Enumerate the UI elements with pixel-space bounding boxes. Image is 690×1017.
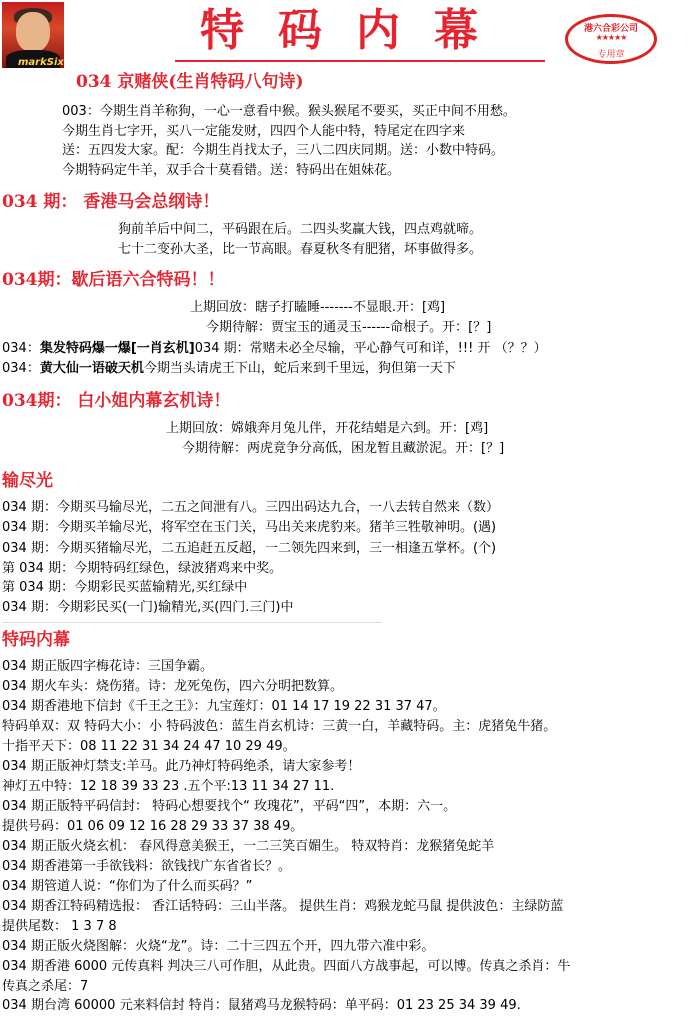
text-line: 034 期正版特平码信封： 特码心想要找个“ 玫瑰花”，平码“四”，本期：六一。 (2, 799, 457, 814)
text-line: 034 期台湾 60000 元来料信封 特肖：鼠猪鸡马龙猴特码：单平码：01 23 25 34 39 49. (2, 998, 521, 1013)
line-prefix: 034： (2, 341, 40, 356)
text-line: 034 期香港第一手欲钱料：欲钱找广东省省长？。 (2, 859, 291, 874)
photo-face (16, 12, 50, 52)
line-prefix: 034： (2, 361, 40, 376)
text-line: 034 期香港 6000 元传真料 判决三八可作胆，从此贵。四面八方战事起，可以博。传真之杀肖：牛 (2, 959, 571, 974)
section-title-jingduxia: 034 京赌侠(生肖特码八句诗) (76, 72, 304, 92)
text-line: 今期待解：贾宝玉的通灵玉------命根子。开：[？] (206, 320, 492, 335)
avatar-photo (2, 2, 64, 68)
section-title-xiehouyu: 034期：歇后语六合特码！！ (2, 270, 225, 290)
line-bold: 集发特码爆一爆[一肖玄机] (39, 341, 195, 356)
text-line: 提供尾数： 1 3 7 8 (2, 919, 117, 934)
text-line: 034 期管道人说：“你们为了什么而买码？” (2, 879, 253, 894)
text-line: 034 期：今期买马输尽光，二五之间泄有八。三四出码达九合，一八去转自然来（数） (2, 500, 499, 515)
section-title-shujinguang: 输尽光 (2, 471, 53, 491)
text-line: 上期回放：嫦娥奔月兔儿伴，开花结蜡是六到。开：[鸡] (166, 421, 489, 436)
text-line: 034 期：今期彩民买(一门)输精光,买(四门.三门)中 (2, 600, 294, 615)
text-line: 第 034 期：今期特码红绿色，绿波猪鸡来中奖。 (2, 561, 283, 576)
text-line: 第 034 期：今期彩民买蓝输精光,买红绿中 (2, 580, 248, 595)
text-line: 今期待解：两虎竟争分高低，困龙暂且藏淤泥。开：[？] (182, 441, 505, 456)
text-line: 十指平天下：08 11 22 31 34 24 47 10 29 49。 (2, 739, 296, 754)
photo-logo: markSix (18, 57, 64, 68)
line-rest: 034 期：常赌未必全尽输，平心静气可和详，!!! 开 （？？） (194, 341, 547, 356)
text-line: 034 期正版神灯禁支:羊马。此乃神灯特码绝杀，请大家参考！ (2, 759, 361, 774)
text-line: 034 期火车头：烧伤猪。诗：龙死兔伤，四六分明把数算。 (2, 679, 343, 694)
seal-line3: 专用章 (597, 50, 625, 60)
text-line: 今期生肖七字开，买八一定能发财，四四个人能中特，特尾定在四字来 (62, 124, 466, 139)
section-title-baixiaojie: 034期： 白小姐内幕玄机诗！ (2, 391, 231, 411)
page-title: 特码内幕 (200, 5, 512, 56)
seal-stars: ★★★★★ (595, 33, 627, 42)
text-line: 上期回放：瞎子打瞌睡-------不显眼.开：[鸡] (190, 300, 446, 315)
text-line: 狗前羊后中间二，平码跟在后。二四头奖赢大钱，四点鸡就啼。 (118, 222, 483, 237)
text-line: 034 期香江特码精选报： 香江话特码：三山半落。 提供生肖：鸡猴龙蛇马鼠 提供波色：主绿防蓝 (2, 899, 564, 914)
text-line: 七十二变孙大圣，比一节高眼。春夏秋冬有肥猪，坏事做得多。 (118, 242, 483, 257)
text-line (2, 361, 456, 377)
text-line: 003：今期生肖羊称狗，一心一意看中猴。猴头猴尾不要买，买正中间不用愁。 (62, 104, 516, 119)
seal-line1: 港六合彩公司 (583, 24, 638, 34)
text-line (2, 341, 547, 357)
text-line: 特码单双：双 特码大小：小 特码波色：蓝生肖玄机诗：三黄一白，羊藏特码。主：虎猪兔牛猪。 (2, 719, 557, 734)
line-bold: 黄大仙一语破天机 (39, 361, 144, 376)
title-underline (175, 60, 545, 62)
section-title-temaneimu: 特码内幕 (2, 630, 70, 650)
text-line: 034 期香港地下信封《千王之王》：九宝莲灯：01 14 17 19 22 31 37 47。 (2, 699, 446, 714)
text-line: 提供号码：01 06 09 12 16 28 29 33 37 38 49。 (2, 819, 304, 834)
divider (2, 622, 382, 623)
text-line: 神灯五中特：12 18 39 33 23 .五个平:13 11 34 27 11. (2, 779, 335, 794)
text-line: 034 期正版火烧图解：火烧“龙”。诗：二十三四五个开，四九带六准中彩。 (2, 939, 435, 954)
line-rest: 今期当头请虎王下山，蛇后来到千里远，狗但第一天下 (143, 361, 456, 376)
section-title-mahui: 034 期： 香港马会总纲诗！ (2, 192, 220, 212)
text-line: 传真之杀尾：7 (2, 979, 89, 994)
text-line: 034 期：今期买猪输尽光，二五追赶五反超，一二领先四来到，三一相逢五掌杯。(个) (2, 541, 497, 556)
company-seal (565, 14, 657, 64)
text-line: 034 期：今期买羊输尽光，将军空在玉门关，马出关来虎豹来。猪羊三牲敬神明。(遇) (2, 520, 497, 535)
header (0, 0, 690, 70)
text-line: 034 期正版火烧玄机： 春风得意美猴王，一二三笑百媚生。 特双特肖：龙猴猪兔蛇羊 (2, 839, 495, 854)
text-line: 034 期正版四字梅花诗：三国争霸。 (2, 659, 213, 674)
text-line: 送：五四发大家。配：今期生肖找太子，三八二四庆同期。送：小数中特码。 (62, 143, 505, 158)
text-line: 今期特码定牛羊，双手合十莫看错。送：特码出在姐妹花。 (62, 163, 401, 178)
